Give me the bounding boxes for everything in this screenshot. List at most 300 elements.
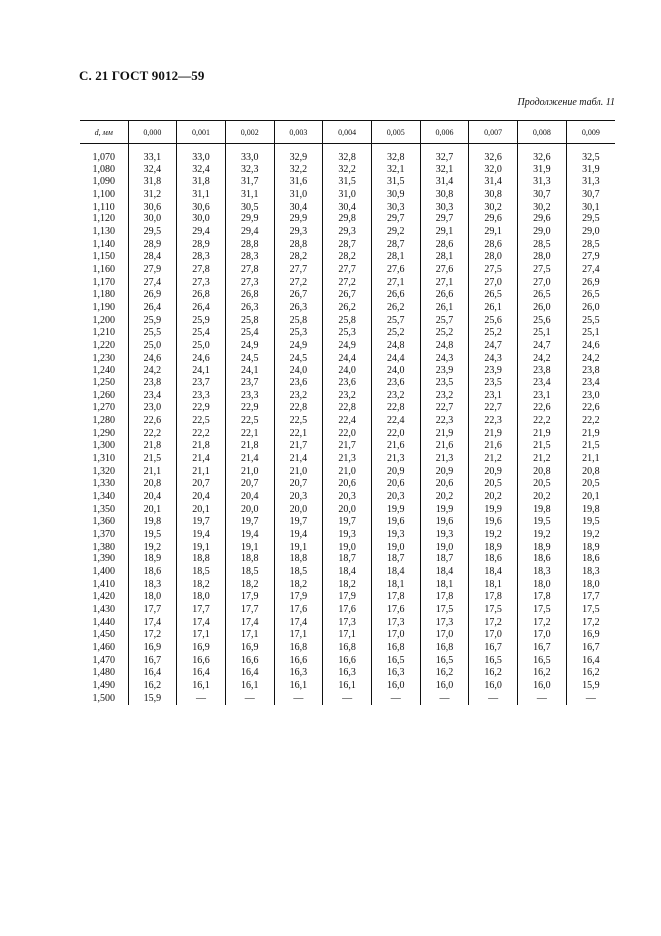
table-cell: 25,4 (177, 327, 226, 339)
table-cell: 23,0 (128, 402, 177, 414)
table-cell: 25,9 (177, 315, 226, 327)
table-cell: 18,0 (518, 579, 567, 591)
table-cell: 20,6 (323, 478, 372, 490)
table-cell: 19,3 (420, 527, 469, 541)
table-cell: 19,3 (371, 527, 420, 541)
table-row (80, 202, 615, 214)
table-cell: 19,5 (128, 527, 177, 541)
table-cell: 17,9 (274, 591, 323, 603)
table-cell: 27,8 (177, 263, 226, 277)
row-d-value: 1,360 (92, 515, 115, 527)
table-cell: 30,3 (371, 202, 420, 214)
row-d-value: 1,350 (92, 503, 115, 515)
table-cell: 23,5 (469, 376, 518, 390)
row-d-value: 1,460 (92, 641, 115, 653)
table-cell: 21,4 (274, 452, 323, 466)
data-table (80, 120, 615, 705)
table-cell: 28,6 (420, 239, 469, 251)
table-cell: 19,4 (274, 527, 323, 541)
row-d-value: 1,120 (92, 213, 115, 225)
table-cell: 16,3 (323, 667, 372, 679)
table-cell: 27,1 (420, 277, 469, 289)
table-cell: 21,6 (420, 440, 469, 452)
table-row (80, 164, 615, 176)
table-cell: 30,5 (225, 202, 274, 214)
table-cell: 19,7 (177, 516, 226, 528)
table-row (80, 315, 615, 327)
table-cell: 16,0 (420, 679, 469, 693)
table-cell: 16,7 (469, 641, 518, 655)
table-cell: 16,5 (420, 655, 469, 667)
table-cell: 27,8 (225, 263, 274, 277)
table-row (80, 579, 615, 591)
table-cell: 17,7 (177, 603, 226, 617)
table-cell: 27,0 (518, 277, 567, 289)
table-cell: 29,7 (420, 213, 469, 225)
table-cell: 22,4 (371, 414, 420, 428)
row-d-value: 1,080 (92, 163, 115, 175)
table-cell: 28,5 (518, 239, 567, 251)
table-cell: 24,4 (371, 353, 420, 365)
table-cell: 25,8 (274, 315, 323, 327)
table-cell: 16,4 (128, 667, 177, 679)
table-cell: 21,5 (518, 440, 567, 452)
table-cell: 24,7 (469, 339, 518, 353)
table-cell: 16,5 (518, 655, 567, 667)
table-cell: 22,5 (225, 414, 274, 428)
table-cell: 20,9 (420, 466, 469, 478)
table-cell: 30,0 (128, 213, 177, 225)
table-cell: 29,6 (518, 213, 567, 225)
table-cell: 31,8 (128, 176, 177, 188)
table-cell: 26,7 (323, 289, 372, 301)
table-row (80, 553, 615, 565)
table-cell: 18,6 (469, 553, 518, 565)
table-cell: 30,9 (371, 187, 420, 201)
table-cell: 18,7 (420, 553, 469, 565)
table-cell: 24,0 (323, 365, 372, 377)
table-cell: 16,2 (518, 667, 567, 679)
table-cell: 30,4 (323, 202, 372, 214)
table-cell: 25,8 (323, 315, 372, 327)
table-row (80, 213, 615, 225)
table-cell: 21,9 (469, 428, 518, 440)
table-cell: 16,0 (518, 679, 567, 693)
table-cell: 21,6 (371, 440, 420, 452)
row-d-value: 1,240 (92, 364, 115, 376)
table-cell: 22,9 (177, 402, 226, 414)
table-cell: 17,8 (518, 591, 567, 603)
table-row (80, 251, 615, 263)
table-cell: 23,9 (469, 365, 518, 377)
table-cell: 19,7 (323, 516, 372, 528)
table-cell: 24,1 (225, 365, 274, 377)
table-cell: 16,6 (177, 655, 226, 667)
table-cell: 16,2 (566, 667, 615, 679)
table-cell: 23,2 (420, 390, 469, 402)
table-cell: 24,2 (566, 353, 615, 365)
table-cell: 24,6 (177, 353, 226, 365)
table-cell: 19,6 (420, 516, 469, 528)
table-cell: 32,2 (274, 164, 323, 176)
table-cell: 26,4 (128, 301, 177, 315)
row-d-value: 1,490 (92, 679, 115, 691)
table-cell: 20,4 (177, 490, 226, 504)
table-cell: 16,2 (420, 667, 469, 679)
row-d-value: 1,110 (92, 201, 115, 213)
table-cell: — (225, 693, 274, 705)
table-cell: 32,1 (420, 164, 469, 176)
table-cell: 28,3 (225, 251, 274, 263)
table-cell: 16,0 (469, 679, 518, 693)
table-cell: 21,0 (225, 466, 274, 478)
row-d-value: 1,180 (92, 288, 115, 300)
row-d-value: 1,090 (92, 175, 115, 187)
table-cell: 16,9 (128, 641, 177, 655)
table-cell: 19,8 (128, 516, 177, 528)
table-cell: 19,6 (371, 516, 420, 528)
table-cell: 32,8 (371, 152, 420, 164)
table-cell: 18,0 (177, 591, 226, 603)
table-cell: 15,9 (566, 679, 615, 693)
table-cell: 26,6 (420, 289, 469, 301)
column-header: 0,009 (566, 121, 615, 144)
row-d-value: 1,290 (92, 428, 115, 440)
table-row (80, 402, 615, 414)
column-header: 0,007 (469, 121, 518, 144)
table-cell: 19,3 (323, 527, 372, 541)
table-cell: 18,6 (128, 565, 177, 579)
table-cell: 21,0 (274, 466, 323, 478)
table-cell: 32,9 (274, 152, 323, 164)
column-header: 0,008 (518, 121, 567, 144)
table-row (80, 629, 615, 641)
spacer-cell (80, 144, 128, 153)
table-cell: 31,1 (177, 187, 226, 201)
table-cell: 19,2 (128, 542, 177, 554)
table-cell: 18,4 (323, 565, 372, 579)
table-cell: — (371, 693, 420, 705)
table-cell: 18,7 (323, 553, 372, 565)
table-cell: 16,8 (274, 641, 323, 655)
table-cell: 22,9 (225, 402, 274, 414)
table-cell: 18,9 (566, 542, 615, 554)
table-cell: 28,8 (225, 239, 274, 251)
table-cell: 20,1 (566, 490, 615, 504)
row-d-value: 1,390 (92, 553, 115, 565)
table-cell: 17,4 (177, 617, 226, 629)
table-cell: 27,7 (274, 263, 323, 277)
table-cell: 27,2 (323, 277, 372, 289)
table-cell: 28,0 (518, 251, 567, 263)
table-cell: 20,3 (371, 490, 420, 504)
table-row (80, 414, 615, 428)
table-cell: 23,4 (566, 376, 615, 390)
table-cell: 24,1 (177, 365, 226, 377)
table-cell: 28,7 (323, 239, 372, 251)
row-d-value: 1,160 (92, 264, 115, 276)
table-cell: 29,2 (371, 225, 420, 239)
table-cell: 33,0 (177, 152, 226, 164)
table-cell: 30,1 (566, 202, 615, 214)
table-cell: 17,2 (566, 617, 615, 629)
table-cell: 16,1 (274, 679, 323, 693)
table-cell: 27,5 (469, 263, 518, 277)
table-cell: 18,2 (225, 579, 274, 591)
table-cell: 27,9 (566, 251, 615, 263)
table-cell: 16,1 (225, 679, 274, 693)
table-cell: 24,7 (518, 339, 567, 353)
table-cell: — (469, 693, 518, 705)
table-row (80, 289, 615, 301)
table-cell: 33,1 (128, 152, 177, 164)
table-cell: 16,0 (371, 679, 420, 693)
table-cell: 18,6 (518, 553, 567, 565)
table-cell: 17,9 (225, 591, 274, 603)
table-cell: 22,4 (323, 414, 372, 428)
table-cell: 17,1 (177, 629, 226, 641)
table-cell: 19,8 (518, 504, 567, 516)
table-cell: 21,3 (420, 452, 469, 466)
table-cell: 28,6 (469, 239, 518, 251)
row-d-value: 1,210 (92, 326, 115, 338)
table-cell: 21,3 (371, 452, 420, 466)
table-cell: 16,5 (371, 655, 420, 667)
table-cell: 17,0 (371, 629, 420, 641)
table-row (80, 693, 615, 705)
table-cell: 23,2 (274, 390, 323, 402)
table-cell: 18,2 (177, 579, 226, 591)
table-cell: 24,4 (323, 353, 372, 365)
table-cell: 28,1 (420, 251, 469, 263)
spacer-cell (371, 144, 420, 153)
table-row (80, 591, 615, 603)
table-cell: 19,6 (469, 516, 518, 528)
table-cell: 29,1 (420, 225, 469, 239)
table-row (80, 353, 615, 365)
table-cell: 29,9 (274, 213, 323, 225)
table-cell: 17,7 (225, 603, 274, 617)
table-cell: 21,8 (177, 440, 226, 452)
table-row (80, 466, 615, 478)
table-row (80, 390, 615, 402)
table-cell: 26,2 (371, 301, 420, 315)
table-cell: 25,3 (323, 327, 372, 339)
column-header: 0,003 (274, 121, 323, 144)
table-cell: 27,3 (177, 277, 226, 289)
table-cell: 19,2 (469, 527, 518, 541)
table-cell: 26,5 (566, 289, 615, 301)
table-cell: 24,5 (225, 353, 274, 365)
table-cell: 24,2 (128, 365, 177, 377)
table-cell: 23,3 (225, 390, 274, 402)
table-cell: 31,3 (518, 176, 567, 188)
table-row (80, 452, 615, 466)
table-cell: 30,4 (274, 202, 323, 214)
table-cell: 28,9 (128, 239, 177, 251)
row-d-value: 1,420 (92, 591, 115, 603)
row-d-value: 1,500 (92, 692, 115, 704)
row-d-value: 1,170 (92, 277, 115, 289)
table-cell: 31,5 (323, 176, 372, 188)
spacer-cell (225, 144, 274, 153)
table-cell: — (566, 693, 615, 705)
page-header: С. 21 ГОСТ 9012—59 (79, 68, 205, 83)
table-cell: 25,4 (225, 327, 274, 339)
table-cell: 22,2 (518, 414, 567, 428)
table-cell: 20,1 (177, 504, 226, 516)
table-cell: 29,9 (225, 213, 274, 225)
table-cell: 21,5 (566, 440, 615, 452)
table-cell: 16,8 (323, 641, 372, 655)
table-cell: — (323, 693, 372, 705)
table-cell: 20,0 (225, 504, 274, 516)
table-cell: 19,1 (274, 542, 323, 554)
table-cell: 18,5 (274, 565, 323, 579)
table-cell: 16,3 (274, 667, 323, 679)
table-cell: 26,1 (420, 301, 469, 315)
table-cell: 16,6 (323, 655, 372, 667)
table-row (80, 301, 615, 315)
table-cell: 17,7 (566, 591, 615, 603)
table-cell: 21,3 (323, 452, 372, 466)
spacer-cell (518, 144, 567, 153)
table-cell: 32,8 (323, 152, 372, 164)
table-cell: 26,1 (469, 301, 518, 315)
table-cell: 31,3 (566, 176, 615, 188)
table-cell: 21,9 (420, 428, 469, 440)
column-header: 0,005 (371, 121, 420, 144)
table-row (80, 527, 615, 541)
table-cell: 30,7 (518, 187, 567, 201)
table-cell: 21,7 (323, 440, 372, 452)
table-cell: 31,0 (274, 187, 323, 201)
table-cell: 20,2 (469, 490, 518, 504)
table-cell: 30,0 (177, 213, 226, 225)
table-cell: 24,6 (128, 353, 177, 365)
table-cell: 25,5 (566, 315, 615, 327)
table-cell: 20,4 (225, 490, 274, 504)
table-cell: 17,0 (469, 629, 518, 641)
table-cell: 22,2 (128, 428, 177, 440)
table-cell: 25,2 (420, 327, 469, 339)
table-cell: 22,7 (469, 402, 518, 414)
table-row (80, 542, 615, 554)
table-cell: 27,1 (371, 277, 420, 289)
row-d-value: 1,330 (92, 477, 115, 489)
table-cell: 28,0 (469, 251, 518, 263)
table-cell: 20,8 (566, 466, 615, 478)
spacer-cell (469, 144, 518, 153)
table-cell: 23,8 (128, 376, 177, 390)
row-d-value: 1,070 (92, 152, 115, 163)
table-cell: 25,6 (469, 315, 518, 327)
table-cell: 26,4 (177, 301, 226, 315)
table-cell: 28,3 (177, 251, 226, 263)
table-cell: 19,4 (177, 527, 226, 541)
table-cell: 22,1 (274, 428, 323, 440)
table-cell: 18,5 (177, 565, 226, 579)
table-cell: 17,3 (323, 617, 372, 629)
table-cell: 18,4 (371, 565, 420, 579)
table-cell: 16,8 (371, 641, 420, 655)
table-cell: 22,8 (323, 402, 372, 414)
table-cell: 20,2 (420, 490, 469, 504)
row-d-value: 1,190 (92, 301, 115, 313)
table-cell: 26,9 (128, 289, 177, 301)
table-cell: 24,0 (274, 365, 323, 377)
table-cell: 23,2 (371, 390, 420, 402)
table-cell: 18,9 (518, 542, 567, 554)
column-header-d: d, мм (80, 121, 128, 144)
table-cell: 17,2 (469, 617, 518, 629)
table-cell: 16,6 (274, 655, 323, 667)
table-cell: 32,4 (128, 164, 177, 176)
table-cell: 29,5 (128, 225, 177, 239)
table-cell: 17,3 (371, 617, 420, 629)
table-cell: 20,8 (518, 466, 567, 478)
table-cell: 28,1 (371, 251, 420, 263)
table-cell: 17,4 (128, 617, 177, 629)
table-cell: 30,2 (469, 202, 518, 214)
table-cell: 27,4 (128, 277, 177, 289)
table-cell: 18,5 (225, 565, 274, 579)
table-cell: 18,8 (225, 553, 274, 565)
table-cell: 32,5 (566, 152, 615, 164)
table-cell: 21,8 (225, 440, 274, 452)
table-row (80, 277, 615, 289)
table-cell: 23,4 (128, 390, 177, 402)
table-cell: 26,0 (566, 301, 615, 315)
table-cell: 16,6 (225, 655, 274, 667)
table-cell: 17,2 (518, 617, 567, 629)
table-cell: 21,5 (128, 452, 177, 466)
table-cell: 19,4 (225, 527, 274, 541)
table-cell: 19,8 (566, 504, 615, 516)
table-cell: 21,7 (274, 440, 323, 452)
table-cell: 21,1 (566, 452, 615, 466)
table-cell: 26,3 (274, 301, 323, 315)
table-cell: 25,5 (128, 327, 177, 339)
spacer-cell (420, 144, 469, 153)
table-cell: 30,3 (420, 202, 469, 214)
table-row (80, 263, 615, 277)
table-cell: 17,1 (323, 629, 372, 641)
table-cell: 16,7 (128, 655, 177, 667)
table-cell: 29,4 (177, 225, 226, 239)
table-cell: 21,1 (177, 466, 226, 478)
table-cell: 32,0 (469, 164, 518, 176)
table-cell: 33,0 (225, 152, 274, 164)
table-cell: 23,6 (323, 376, 372, 390)
table-cell: 16,4 (177, 667, 226, 679)
table-cell: 16,2 (128, 679, 177, 693)
spacer-cell (177, 144, 226, 153)
row-d-value: 1,320 (92, 466, 115, 478)
table-cell: 17,0 (420, 629, 469, 641)
table-cell: 18,6 (566, 553, 615, 565)
table-cell: 25,2 (469, 327, 518, 339)
table-cell: 19,0 (371, 542, 420, 554)
column-header: 0,000 (128, 121, 177, 144)
table-cell: 17,5 (420, 603, 469, 617)
table-cell: 20,5 (566, 478, 615, 490)
table-cell: 31,8 (177, 176, 226, 188)
table-cell: 26,8 (225, 289, 274, 301)
table-cell: 23,1 (469, 390, 518, 402)
table-cell: 18,8 (177, 553, 226, 565)
table-cell: 32,1 (371, 164, 420, 176)
